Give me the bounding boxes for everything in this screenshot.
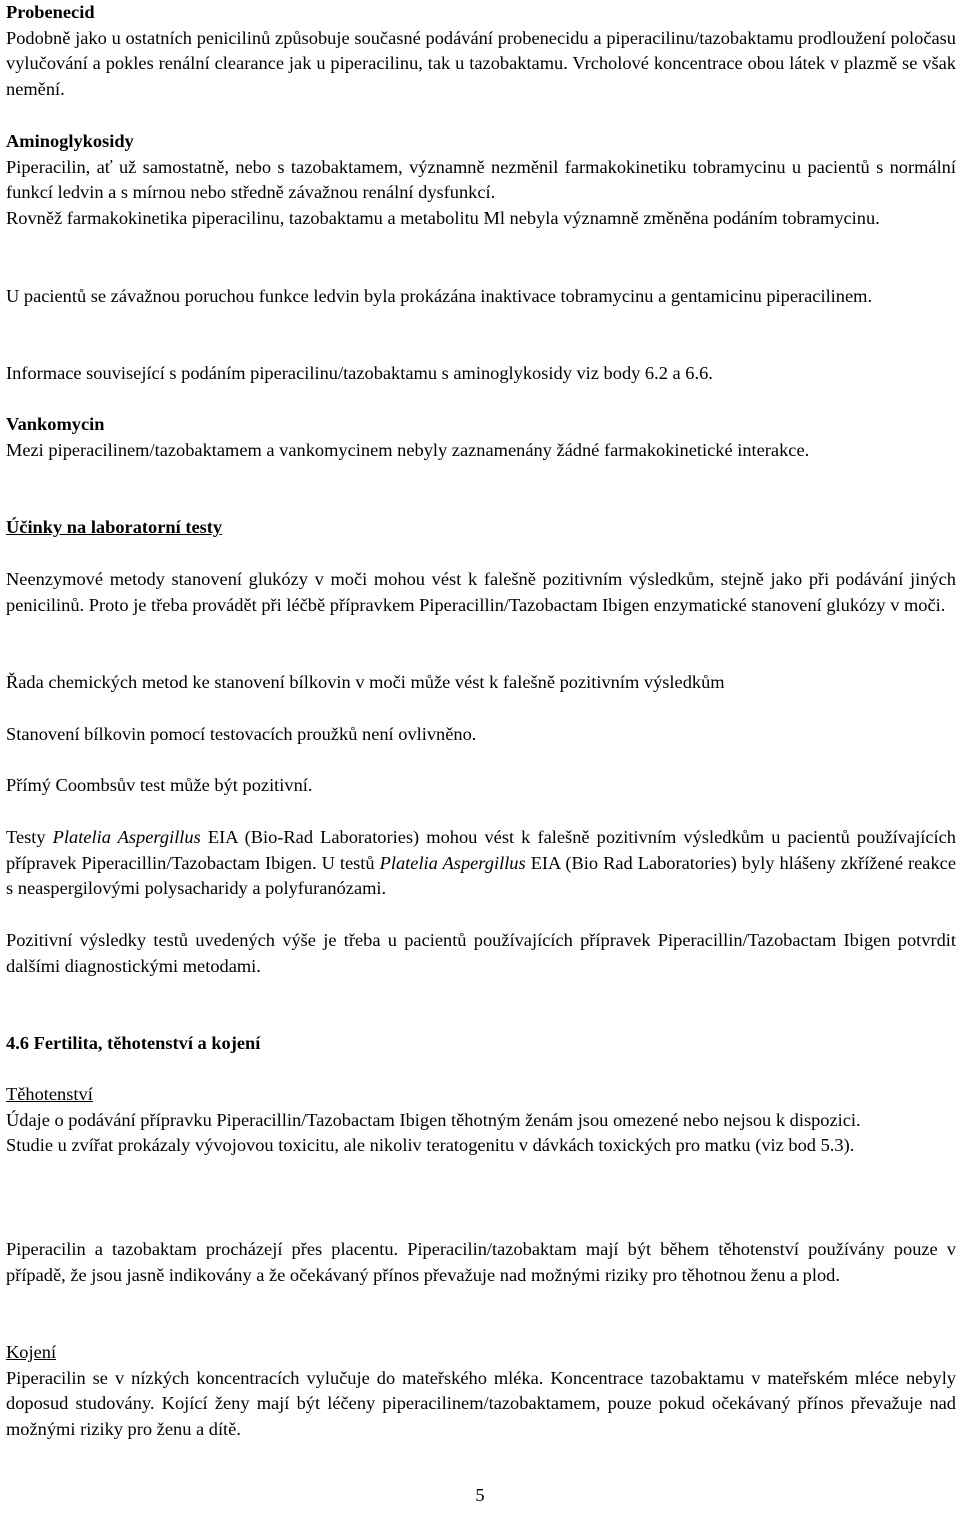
tehotenstvi-block <box>6 1082 956 1159</box>
page-number: 5 <box>475 1485 485 1505</box>
ucinky-p5-e: EIA (Bio Rad Laboratories) byly hlášeny zkřížené reakce s neaspergilovými polysacharidy a polyfuranózami. <box>6 852 956 899</box>
section-4-6-heading-block <box>6 1031 956 1057</box>
ucinky-paragraph-5 <box>6 825 956 902</box>
kojeni-heading: Kojení <box>6 1342 57 1362</box>
probenecid-heading: Probenecid <box>6 2 95 22</box>
kojeni-paragraph: Piperacilin se v nízkých koncentracích vylučuje do mateřského mléka. Koncentrace tazobaktamu v mateřském mléce nebyly doposud studovány. Kojící ženy mají být léčeny piperacilinem/tazobaktamem, pouze pokud očekávaný přínos převažuje nad možnými riziky pro ženu a dítě. <box>6 1367 956 1439</box>
ucinky-p5-a: Testy <box>6 827 53 847</box>
vankomycin-heading: Vankomycin <box>6 414 105 434</box>
ucinky-p5-b: Platelia Aspergillus <box>52 827 201 847</box>
tehotenstvi-paragraph-3-block <box>6 1237 956 1288</box>
aminoglykosidy-paragraph-4-block <box>6 361 956 387</box>
vankomycin-paragraph: Mezi piperacilinem/tazobaktamem a vankomycinem nebyly zaznamenány žádné farmakokinetické interakce. <box>6 439 810 460</box>
section-vankomycin <box>6 412 956 463</box>
ucinky-paragraph-5-block <box>6 825 956 902</box>
ucinky-p5-d: Platelia Aspergillus <box>379 852 526 873</box>
ucinky-p5-c: EIA (Bio-Rad Laboratories) mohou vést k falešně pozitivním výsledkům u pacientů používajících přípravek Piperacillin/Tazobactam Ibigen. U testů <box>6 827 956 873</box>
section-aminoglykosidy <box>6 129 956 231</box>
kojeni-block <box>6 1340 956 1442</box>
ucinky-paragraph-4-block <box>6 773 956 799</box>
ucinky-paragraph-6: Pozitivní výsledky testů uvedených výše je třeba u pacientů používajících přípravek Piperacillin/Tazobactam Ibigen potvrdit dalšími diagnostickými metodami. <box>6 930 956 976</box>
tehotenstvi-heading: Těhotenství <box>6 1084 93 1104</box>
aminoglykosidy-heading: Aminoglykosidy <box>6 131 134 151</box>
tehotenstvi-paragraph-3: Piperacilin a tazobaktam procházejí přes placentu. Piperacilin/tazobaktam mají být během těhotenství používány pouze v případě, že jsou jasně indikovány a že očekávaný přínos převažuje nad možnými riziky pro těhotnou ženu a plod. <box>6 1239 956 1285</box>
probenecid-paragraph: Podobně jako u ostatních penicilinů způsobuje současné podávání probenecidu a piperacilinu/tazobaktamu prodloužení poločasu vylučování a pokles renální clearance jak u piperacilinu, tak u tazobaktamu. Vrcholové koncentrace obou látek v plazmě se však nemění. <box>6 27 956 99</box>
ucinky-paragraph-2: Řada chemických metod ke stanovení bílkovin v moči může vést k falešně pozitivním výsledkům <box>6 672 725 692</box>
aminoglykosidy-paragraph-1: Piperacilin, ať už samostatně, nebo s tazobaktamem, významně nezměnil farmakokinetiku tobramycinu u pacientů s normální funkcí ledvin a s mírnou nebo středně závažnou renální dysfunkcí. <box>6 156 956 203</box>
section-4-6-heading: 4.6 Fertilita, těhotenství a kojení <box>6 1033 261 1053</box>
ucinky-paragraph-6-block <box>6 928 956 979</box>
ucinky-paragraph-1-block <box>6 567 956 618</box>
ucinky-paragraph-1: Neenzymové metody stanovení glukózy v moči mohou vést k falešně pozitivním výsledkům, stejně jako při podávání jiných penicilinů. Proto je třeba provádět při léčbě přípravkem Piperacillin/Tazobactam Ibigen enzymatické stanovení glukózy v moči. <box>6 569 956 615</box>
ucinky-paragraph-3: Stanovení bílkovin pomocí testovacích proužků není ovlivněno. <box>6 724 477 744</box>
ucinky-paragraph-4: Přímý Coombsův test může být pozitivní. <box>6 775 313 795</box>
aminoglykosidy-paragraph-2: Rovněž farmakokinetika piperacilinu, tazobaktamu a metabolitu Ml nebyla významně změněna podáním tobramycinu. <box>6 207 880 228</box>
ucinky-heading: Účinky na laboratorní testy <box>6 517 223 537</box>
tehotenstvi-paragraph-1: Údaje o podávání přípravku Piperacillin/Tazobactam Ibigen těhotným ženám jsou omezené nebo nejsou k dispozici. <box>6 1109 861 1130</box>
ucinky-paragraph-2-block <box>6 670 956 696</box>
aminoglykosidy-paragraph-3: U pacientů se závažnou poruchou funkce ledvin byla prokázána inaktivace tobramycinu a gentamicinu piperacilinem. <box>6 286 873 306</box>
aminoglykosidy-paragraph-4: Informace související s podáním piperacilinu/tazobaktamu s aminoglykosidy viz body 6.2 a 6.6. <box>6 363 713 383</box>
ucinky-paragraph-3-block <box>6 722 956 748</box>
section-ucinky-heading-block <box>6 515 956 541</box>
aminoglykosidy-paragraph-3-block <box>6 284 956 310</box>
section-probenecid <box>6 0 956 102</box>
tehotenstvi-paragraph-2: Studie u zvířat prokázaly vývojovou toxicitu, ale nikoliv teratogenitu v dávkách toxických pro matku (viz bod 5.3). <box>6 1135 855 1156</box>
